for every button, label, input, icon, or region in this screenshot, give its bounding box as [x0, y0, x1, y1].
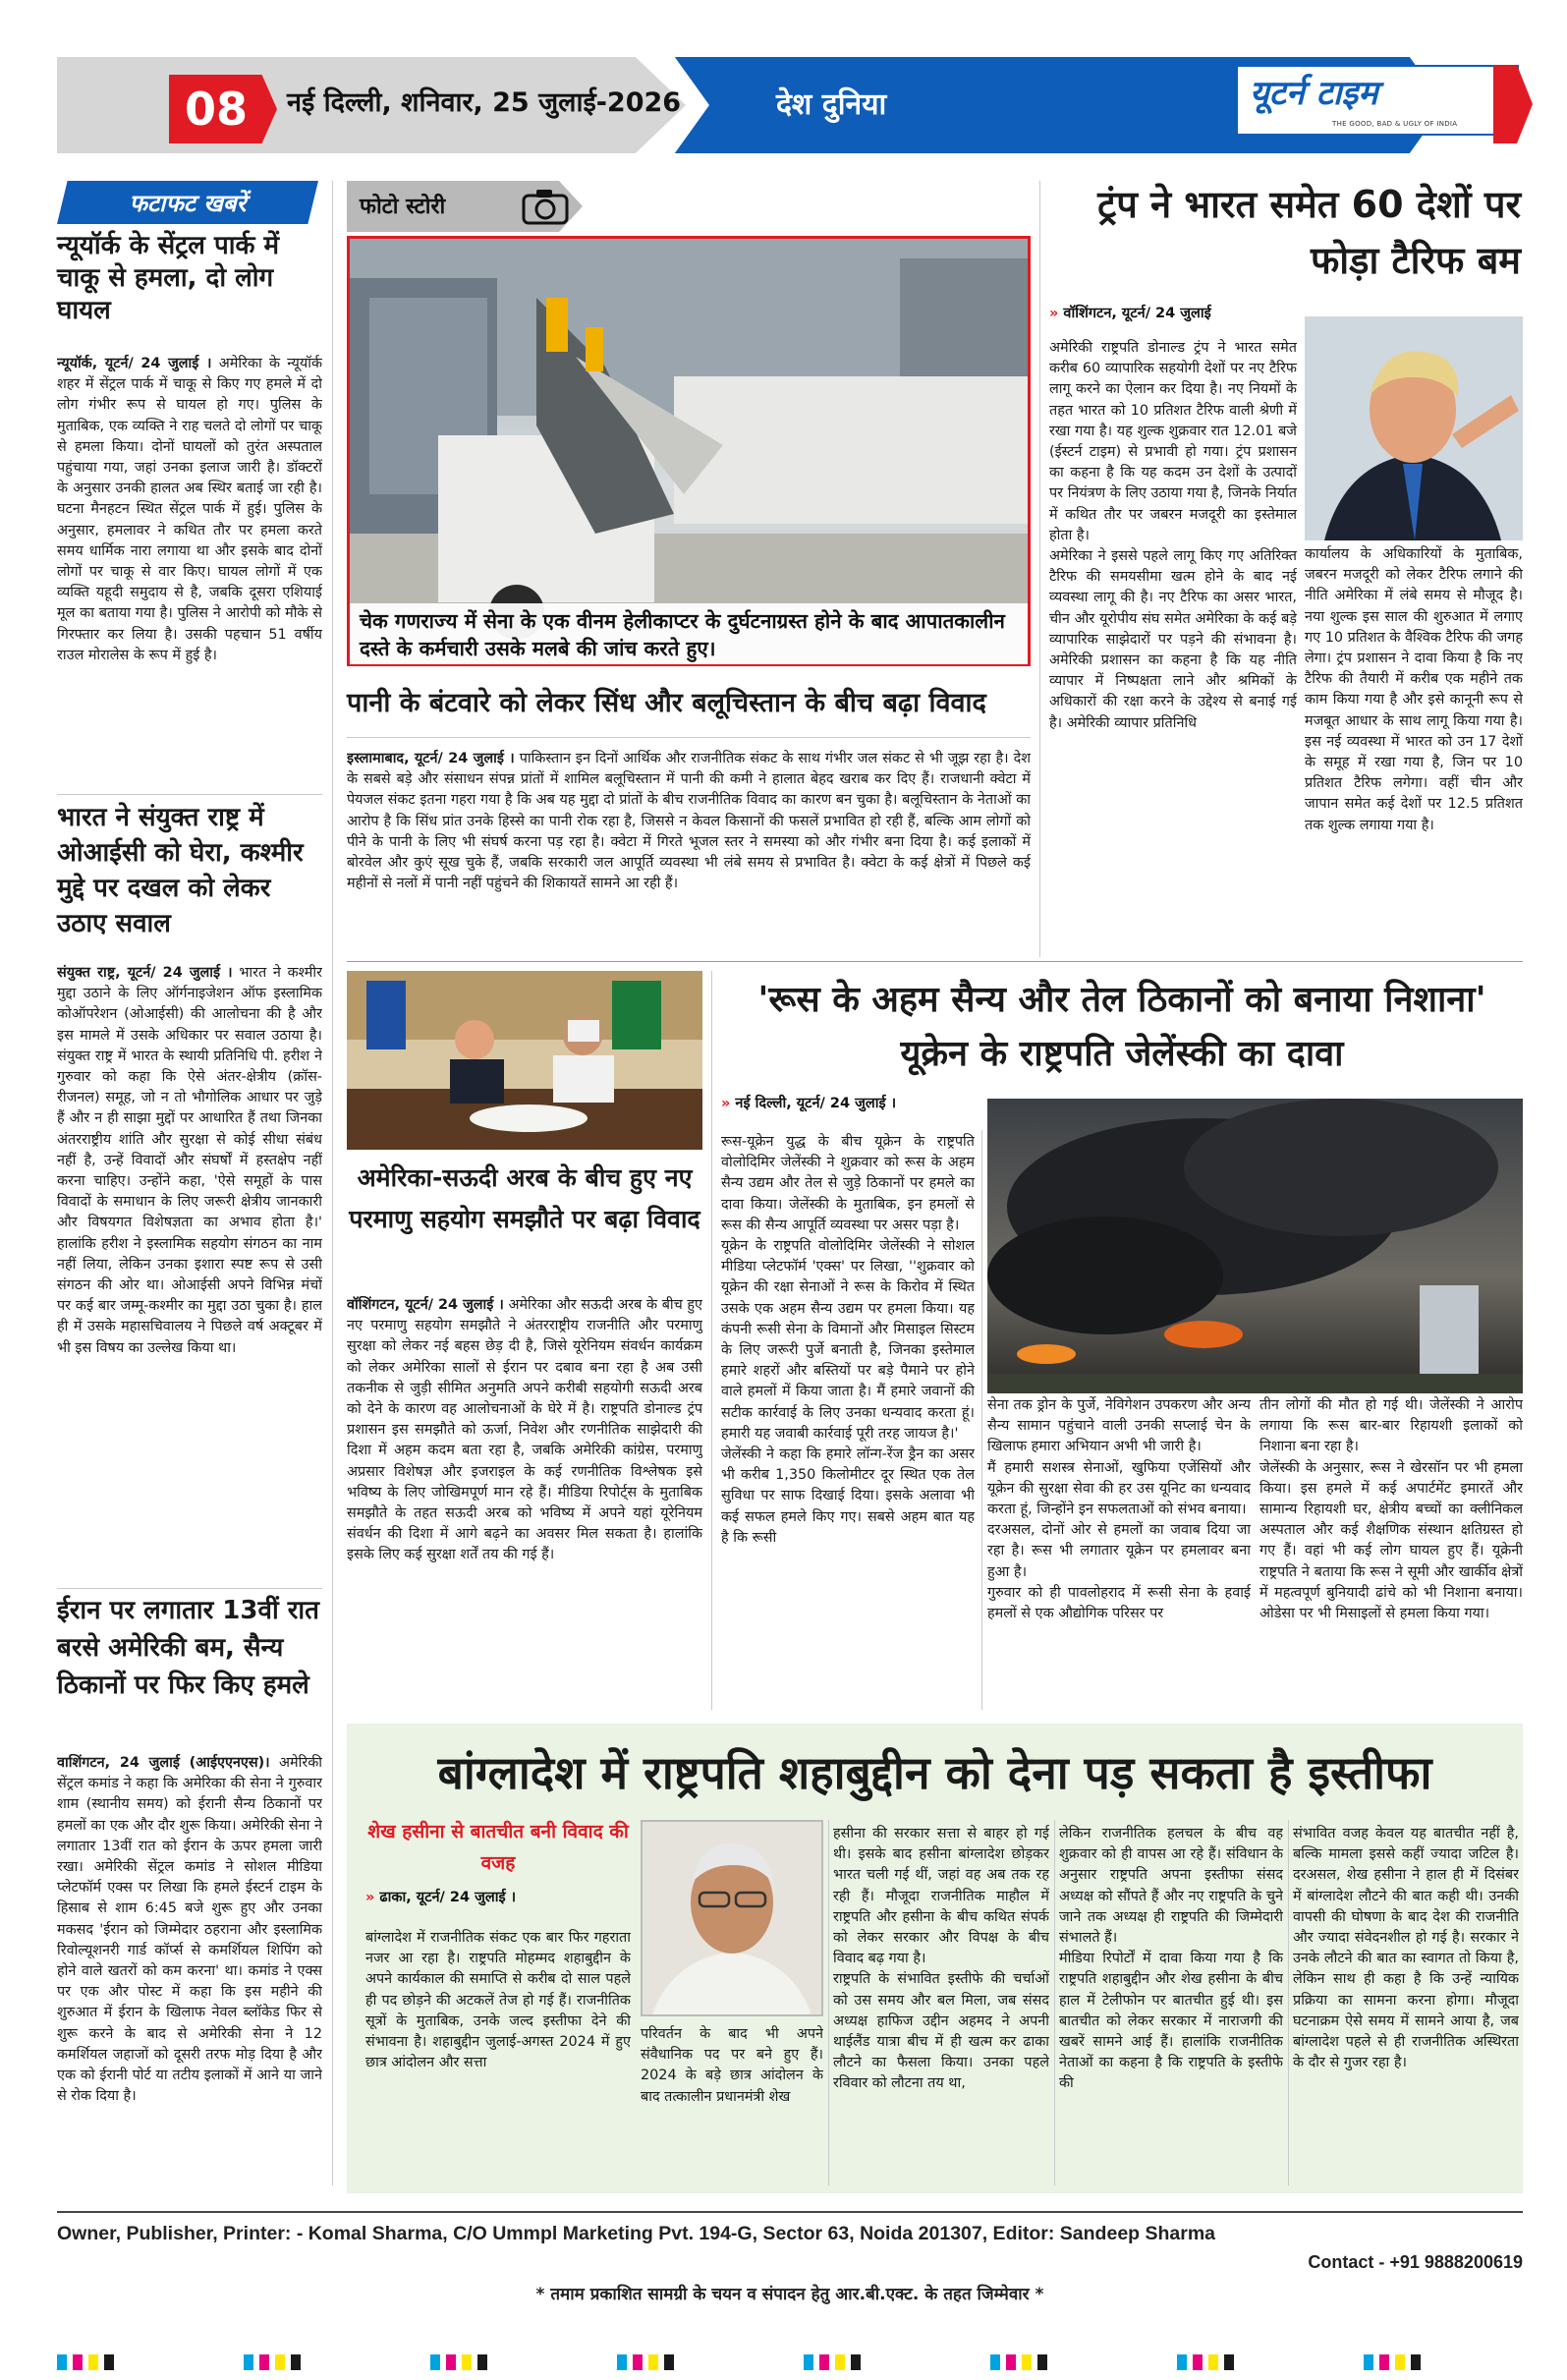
- saudi-nuclear-dateline: वॉशिंगटन, यूटर्न/ 24 जुलाई ।: [347, 1297, 504, 1313]
- sidebar-story1-dateline: न्यूयॉर्क, यूटर्न/ 24 जुलाई ।: [57, 356, 212, 371]
- sidebar-story1-body: अमेरिका के न्यूयॉर्क शहर में सेंट्रल पार्क में चाकू से किए गए हमले में दो लोग गंभीर रूप से घायल हो गए। पुलिस के मुताबिक, एक व्यक्ति ने राह चलते दो लोगों पर चाकू से हमला किया। दोनों घायलों को तुरंत अस्पताल पहुंचाया गया, जहां उनका इलाज जारी है। डॉक्टरों के अनुसार उनकी हालत अब स्थिर बताई जा रही है। घटना मैनहटन स्थित सेंट्रल पार्क में हुई। पुलिस के अनुसार, हमलावर ने कथित तौर पर हमला करते समय धार्मिक नारा लगाया था और इसके बाद दोनों लोगों पर चाकू से वार किए। घायल लोगों में एक व्यक्ति यहूदी समुदाय से है, जबकि दूसरा एशियाई मूल का बताया गया है। पुलिस ने आरोपी को मौके से गिरफ्तार कर लिया है। उसकी पहचान 51 वर्षीय राउल मोरालेस के रूप में हुई है।: [57, 356, 322, 663]
- divider: [57, 1588, 322, 1589]
- column-rule: [1288, 1820, 1289, 2185]
- divider: [347, 737, 1031, 738]
- saudi-nuclear-body: अमेरिका और सऊदी अरब के बीच हुए नए परमाणु सहयोग समझौते ने अंतरराष्ट्रीय राजनीति और परमाणु सुरक्षा को लेकर नई बहस छेड़ दी है, जिसे यूरेनियम संवर्धन कार्यक्रम को लेकर अमेरिका सालों से ईरान पर दबाव बना रहा है अब उसी तकनीक से जुड़ी सीमित अनुमति अपने करीबी सहयोगी सऊदी अरब को देने के कारण वह आलोचनाओं के घेरे में है। राष्ट्रपति डोनाल्ड ट्रंप प्रशासन इस समझौते को ऊर्जा, निवेश और रणनीतिक साझेदारी की दिशा में अहम कदम बता रहा है, जबकि अमेरिकी कांग्रेस, परमाणु अप्रसार विशेषज्ञ और इजराइल के कई रणनीतिक विश्लेषक इसे भविष्य के लिए जोखिमपूर्ण मान रहे हैं। मीडिया रिपोर्ट्स के मुताबिक समझौते के तहत सऊदी अरब को भविष्य में अपने यहां यूरेनियम संवर्धन की दिशा में आगे बढ़ने का अवसर मिल सकता है। हालांकि इसके लिए कई सुरक्षा शर्तें तय की गई हैं।: [347, 1297, 702, 1563]
- section-title: देश दुनिया: [776, 87, 887, 122]
- header-arrow: [1493, 65, 1533, 143]
- water-dispute-dateline: इस्लामाबाद, यूटर्न/ 24 जुलाई ।: [347, 751, 515, 766]
- water-dispute-headline[interactable]: पानी के बंटवारे को लेकर सिंध और बलूचिस्तान के बीच बढ़ा विवाद: [347, 688, 986, 718]
- column-rule: [828, 1820, 829, 2185]
- print-registration-marks: [57, 2354, 1523, 2370]
- saudi-signing-photo: [347, 971, 702, 1150]
- trump-tariff-body-col2: कार्यालय के अधिकारियों के मुताबिक, जबरन मजदूरी को लेकर टैरिफ लगाने की नीति अमेरिका में लंबे समय से मौजूद है। नया शुल्क इस साल की शुरुआत में लगाए गए 10 प्रतिशत के वैश्विक टैरिफ की जगह लेगा। ट्रंप प्रशासन ने दावा किया है कि नए टैरिफ की तैयारी में करीब एक महीने तक काम किया गया है और इसे कानूनी रूप से मजबूत आधार के साथ लागू किया गया है। इस नई व्यवस्था में भारत को उन 17 देशों के समूह में रखा गया है, जिन पर 10 प्रतिशत टैरिफ लगेगा। वहीं चीन और जापान समेत कई देशों पर 12.5 प्रतिशत तक शुल्क लगाया गया है।: [1305, 546, 1523, 833]
- saudi-nuclear-headline[interactable]: अमेरिका-सऊदी अरब के बीच हुए नए परमाणु सहयोग समझौते पर बढ़ा विवाद: [349, 1163, 700, 1233]
- divider: [57, 794, 322, 795]
- oil-facility-smoke-photo: [987, 1099, 1523, 1393]
- bangladesh-body-col4: लेकिन राजनीतिक हलचल के बीच वह शुक्रवार को ही वापस आ रहे हैं। संविधान के अनुसार राष्ट्रपति अपना इस्तीफा संसद अध्यक्ष को सौंपते हैं और नए राष्ट्रपति के चुने जाने तक अध्यक्ष ही राष्ट्रपति की जिम्मेदारी संभालते हैं। मीडिया रिपोर्टों में दावा किया गया है कि राष्ट्रपति शहाबुद्दीन और शेख हसीना के बीच हाल में टेलीफोन पर बातचीत हुई थी। इस बातचीत को लेकर सरकार में नाराजगी की खबरें सामने आई हैं। हालांकि राजनीतिक नेताओं का कहना है कि राष्ट्रपति के इस्तीफे की: [1059, 1826, 1283, 2092]
- bangladesh-dateline: » ढाका, यूटर्न/ 24 जुलाई ।: [365, 1890, 517, 1905]
- photo-story-label: फोटो स्टोरी: [360, 195, 446, 219]
- column-rule: [1054, 1820, 1055, 2185]
- issue-date: नई दिल्ली, शनिवार, 25 जुलाई-2026: [287, 87, 682, 118]
- ukraine-strike-body-col3: तीन लोगों की मौत हो गई थी। जेलेंस्की ने आरोप लगाया कि रूस बार-बार रिहायशी इलाकों को निशाना बना रहा है। जेलेंस्की के अनुसार, रूस ने खेरसॉन पर भी हमला किया। इस हमले में कई अपार्टमेंट इमारतें और सामान्य रिहायशी घर, क्षेत्रीय बच्चों का क्लीनिकल अस्पताल और कई शैक्षणिक संस्थान क्षतिग्रस्त हो गए हैं। वहां भी कई लोग घायल हुए हैं। यूक्रेनी राष्ट्रपति ने बताया कि रूस ने सूमी और खार्कीव क्षेत्रों में महत्वपूर्ण बुनियादी ढांचे को भी निशाना बनाया। ओडेसा पर भी मिसाइलों से हमला किया गया।: [1259, 1397, 1523, 1622]
- bangladesh-body-col3: हसीना की सरकार सत्ता से बाहर हो गई थी। इसके बाद हसीना बांग्लादेश छोड़कर भारत चली गई थीं, जहां वह अब तक रह रही हैं। मौजूदा राजनीतिक माहौल में राष्ट्रपति और हसीना के बीच कथित संपर्क को लेकर सरकार और विपक्ष के बीच विवाद बढ़ गया है। राष्ट्रपति के संभावित इस्तीफे की चर्चाओं को उस समय और बल मिला, जब संसद अध्यक्ष हाफिज उद्दीन अहमद ने अपनी थाईलैंड यात्रा बीच में ही खत्म कर ढाका लौटने का फैसला किया। उनका पहले रविवार को लौटना तय था,: [833, 1826, 1049, 2092]
- column-rule: [981, 1130, 982, 1710]
- sidebar-story2-headline[interactable]: भारत ने संयुक्त राष्ट्र में ओआईसी को घेरा, कश्मीर मुद्दे पर दखल को लेकर उठाए सवाल: [57, 803, 304, 938]
- ukraine-strike-body-col1: रूस-यूक्रेन युद्ध के बीच यूक्रेन के राष्ट्रपति वोलोदिमिर जेलेंस्की ने शुक्रवार को रूस के अहम सैन्य उद्यम और तेल से जुड़े ठिकानों पर हमले का दावा किया। जेलेंस्की के मुताबिक, इन हमलों से रूस की सैन्य आपूर्ति व्यवस्था पर असर पड़ा है। यूक्रेन के राष्ट्रपति वोलोदिमिर जेलेंस्की ने सोशल मीडिया प्लेटफॉर्म 'एक्स' पर लिखा, ''शुक्रवार को यूक्रेन की रक्षा सेनाओं ने रूस के किरोव में स्थित उसके एक अहम सैन्य उद्यम पर हमला किया। यह कंपनी रूसी सेना के विमानों और मिसाइल सिस्टम के लिए जरूरी पुर्जे बनाती है, जिनका इस्तेमाल हमारे शहरों और बस्तियों पर बड़े पैमाने पर होने वाले हमलों में किया जाता है। मैं हमारे जवानों की सटीक कार्रवाई के लिए उनका धन्यवाद करता हूं। हमारी यह जवाबी कार्रवाई पूरी तरह जायज है।' जेलेंस्की ने कहा कि हमारे लॉन्ग-रेंज ड्रैन का असर भी करीब 1,350 किलोमीटर दूर स्थित एक तेल सुविधा पर साफ दिखाई दिया। इसके अलावा भी कई सफल हमले किए गए। सबसे अहम बात यह है कि रूसी: [721, 1134, 975, 1546]
- ukraine-strike-dateline: » नई दिल्ली, यूटर्न/ 24 जुलाई ।: [721, 1096, 897, 1111]
- sidebar-story3-body: अमेरिकी सेंट्रल कमांड ने कहा कि अमेरिका की सेना ने गुरुवार शाम (स्थानीय समय) को ईरानी सैन्य ठिकानों पर हमलों का एक और दौर शुरू किया। अमेरिकी सेना ने लगातार 13वीं रात को ईरान के ऊपर हमला जारी रखा। अमेरिकी सेंट्रल कमांड ने सोशल मीडिया प्लेटफॉर्म एक्स पर लिखा कि हमले ईस्टर्न टाइम के हिसाब से शाम 6:45 बजे शुरू हुए और उनका मकसद 'ईरान को जिम्मेदार ठहराना और इस्लामिक रिवोल्यूशनरी गार्ड कॉर्प्स से कमर्शियल शिपिंग को होने वाले खतरों को कम करना' था। कमांड ने एक्स पर एक और पोस्ट में कहा कि इस महीने की शुरुआत में ईरान के खिलाफ नेवल ब्लॉकेड फिर से शुरू करने के बाद से अमेरिकी सेना ने 12 कमर्शियल जहाजों को दूसरी तरफ मोड़ दिया है और एक को ईरानी पोर्ट या तटीय इलाकों में आने या जाने से रोक दिया है।: [57, 1755, 322, 2105]
- trump-tariff-dateline: » वॉशिंगटन, यूटर्न/ 24 जुलाई: [1049, 306, 1211, 321]
- column-rule: [332, 181, 333, 2185]
- footer-imprint: Owner, Publisher, Printer: - Komal Sharma, C/O Ummpl Marketing Pvt. 194-G, Sector 63, Noida 201307, Editor: Sandeep Sharma: [57, 2223, 1216, 2244]
- page-number: 08: [184, 83, 248, 136]
- trump-photo: [1305, 316, 1523, 540]
- sidebar-story2-dateline: संयुक्त राष्ट्र, यूटर्न/ 24 जुलाई ।: [57, 965, 233, 981]
- trump-tariff-headline[interactable]: ट्रंप ने भारत समेत 60 देशों पर फोड़ा टैरिफ बम: [1097, 183, 1521, 282]
- sidebar-story1-headline[interactable]: न्यूयॉर्क के सेंट्रल पार्क में चाकू से हमला, दो लोग घायल: [57, 231, 280, 325]
- sidebar-story3-headline[interactable]: ईरान पर लगातार 13वीं रात बरसे अमेरिकी बम, सैन्य ठिकानों पर फिर किए हमले: [57, 1596, 319, 1700]
- bangladesh-body-col1: बांग्लादेश में राजनीतिक संकट एक बार फिर गहराता नजर आ रहा है। राष्ट्रपति मोहम्मद शहाबुद्दीन के अपने कार्यकाल की समाप्ति से करीब दो साल पहले ही पद छोड़ने की अटकलें तेज हो गई हैं। राजनीतिक सूत्रों के मुताबिक, उनके जल्द इस्तीफा देने की संभावना है। शहाबुद्दीन जुलाई-अगस्त 2024 में हुए छात्र आंदोलन और सत्ता: [365, 1930, 631, 2071]
- trump-tariff-body-col1: अमेरिकी राष्ट्रपति डोनाल्ड ट्रंप ने भारत समेत करीब 60 व्यापारिक सहयोगी देशों पर नए टैरिफ लागू करने का ऐलान कर दिया है। नए नियमों के तहत भारत को 10 प्रतिशत टैरिफ वाली श्रेणी में रखा गया है। यह शुल्क शुक्रवार रात 12.01 बजे (ईस्टर्न टाइम) से प्रभावी हो गया। ट्रंप प्रशासन का कहना है कि यह कदम उन देशों के उत्पादों पर नियंत्रण के लिए उठाया गया है, जिनके निर्यात में कथित तौर पर जबरन मजदूरी का इस्तेमाल होता है। अमेरिका ने इससे पहले लागू किए गए अतिरिक्त टैरिफ की समयसीमा खत्म होने के बाद नई व्यवस्था लागू की है। नए टैरिफ का असर भारत, चीन और यूरोपीय संघ समेत अमेरिका के कई बड़े व्यापारिक साझेदारों पर पड़ने की संभावना है। अमेरिकी प्रशासन का कहना है कि यह नीति व्यापार में निष्पक्षता लाने और श्रमिकों के अधिकारों की रक्षा करने के उद्देश्य से बनाई गई है। अमेरिकी व्यापार प्रतिनिधि: [1049, 340, 1297, 731]
- president-shahabuddin-photo: [641, 1820, 823, 2016]
- column-rule: [711, 971, 712, 1710]
- footer-rule: [57, 2211, 1523, 2213]
- water-dispute-body: पाकिस्तान इन दिनों आर्थिक और राजनीतिक संकट के साथ गंभीर जल संकट से भी जूझ रहा है। देश के सबसे बड़े और संसाधन संपन्न प्रांतों में शामिल बलूचिस्तान में पानी की कमी ने हालात बेहद खराब कर दिए हैं। राजधानी क्वेटा में पेयजल संकट इतना गहरा गया है कि अब यह मुद्दा दो प्रांतों के बीच राजनीतिक विवाद का कारण बन चुका है। बलूचिस्तान के नेताओं का आरोप है कि सिंध प्रांत उनके हिस्से का पानी रोक रहा है, जिससे न केवल किसानों की फसलें प्रभावित हो रही हैं, बल्कि आम लोगों को पीने के पानी के लिए भी संघर्ष करना पड़ रहा है। क्वेटा में गिरते भूजल स्तर ने समस्या को और गंभीर बना दिया है। कई इलाकों में बोरवेल और कुएं सूख चुके हैं, जबकि सरकारी जल आपूर्ति व्यवस्था भी लंबे समय से प्रभावित है। क्वेटा के कई क्षेत्रों में पिछले कई महीनों से नलों में पानी नहीं पहुंचने की शिकायतें सामने आ रही हैं।: [347, 751, 1031, 892]
- footer-disclaimer: * तमाम प्रकाशित सामग्री के चयन व संपादन हेतु आर.बी.एक्ट. के तहत जिम्मेवार *: [535, 2285, 1044, 2304]
- photo-story-caption: चेक गणराज्य में सेना के एक वीनम हेलीकाप्टर के दुर्घटनाग्रस्त होने के बाद आपातकालीन दस्ते के कर्मचारी उसके मलबे की जांच करते हुए।: [350, 603, 1028, 664]
- bangladesh-president-headline[interactable]: बांग्लादेश में राष्ट्रपति शहाबुद्दीन को देना पड़ सकता है इस्तीफा: [437, 1746, 1432, 1799]
- ukraine-strike-body-col2: सेना तक ड्रोन के पुर्जे, नेविगेशन उपकरण और अन्य सैन्य सामान पहुंचाने वाली उनकी सप्लाई चेन के खिलाफ हमारा अभियान अभी भी जारी है। मैं हमारी सशस्त्र सेनाओं, खुफिया एजेंसियों और यूक्रेन की सुरक्षा सेवा की हर उस यूनिट का धन्यवाद करता हूं, जिन्होंने इन सफलताओं को संभव बनाया। दरअसल, दोनों ओर से हमलों का जवाब दिया जा रहा है। रूस भी लगातार यूक्रेन पर हमलावर बना हुआ है। गुरुवार को ही पावलोहराद में रूसी सेना के हवाई हमलों से एक औद्योगिक परिसर पर: [987, 1397, 1251, 1622]
- footer-contact: Contact - +91 9888200619: [1308, 2252, 1523, 2272]
- logo-tagline: THE GOOD, BAD & UGLY OF INDIA: [1332, 120, 1458, 128]
- camera-icon: [521, 187, 570, 226]
- ukraine-strike-headline[interactable]: 'रूस के अहम सैन्य और तेल ठिकानों को बनाया निशाना' यूक्रेन के राष्ट्रपति जेलेंस्की का दावा: [757, 980, 1486, 1074]
- bangladesh-subhead: शेख हसीना से बातचीत बनी विवाद की वजह: [367, 1821, 629, 1874]
- sidebar-story2-body: भारत ने कश्मीर मुद्दा उठाने के लिए ऑर्गनाइजेशन ऑफ इस्लामिक कोऑपरेशन (ओआईसी) की आलोचना की है और इस मामले में उसके अधिकार पर सवाल उठाया है। संयुक्त राष्ट्र में भारत के स्थायी प्रतिनिधि पी. हरीश ने गुरुवार को कहा कि ऐसे अंतर-क्षेत्रीय (क्रॉस-रीजनल) समूह, जो न तो भौगोलिक आधार पर जुड़े हैं और न ही साझा मुद्दों पर आधारित हैं तथा जिनका अंतरराष्ट्रीय शांति और सुरक्षा से कोई सीधा संबंध नहीं है, उन्हें विवादों और संघर्षों में हस्तक्षेप नहीं करना चाहिए। उन्होंने कहा, 'ऐसे समूहों के पास विवादों के समाधान के लिए जरूरी क्षेत्रीय जानकारी और विषयगत विशेषज्ञता का अभाव होता है।' हालांकि हरीश ने इस्लामिक सहयोग संगठन का नाम नहीं लिया, लेकिन उनका इशारा स्पष्ट रूप से उसी संगठन की ओर था। ओआईसी अपने विभिन्न मंचों पर कई बार जम्मू-कश्मीर का मुद्दा उठा चुका है। हाल ही में उसके महासचिवालय ने पिछले वर्ष अक्टूबर में भी इस विषय का उल्लेख किया था।: [57, 965, 322, 1356]
- sidebar-title: फटाफट खबरें: [129, 190, 247, 217]
- column-rule: [1039, 181, 1040, 957]
- bangladesh-body-col5: संभावित वजह केवल यह बातचीत नहीं है, बल्कि मामला इससे कहीं ज्यादा जटिल है। दरअसल, शेख हसीना ने हाल ही में दिसंबर में बांग्लादेश लौटने की बात कही थी। उनकी वापसी की घोषणा के बाद देश की राजनीति और ज्यादा संवेदनशील हो गई है। सरकार ने उनके लौटने की बात का स्वागत तो किया है, लेकिन साथ ही कहा है कि उन्हें न्यायिक प्रक्रिया का सामना करना होगा। मौजूदा घटनाक्रम ऐसे समय में सामने आया है, जब बांग्लादेश पहले से ही राजनीतिक अस्थिरता के दौर से गुजर रहा है।: [1293, 1826, 1519, 2071]
- bangladesh-body-col2: परिवर्तन के बाद भी अपने संवैधानिक पद पर बने हुए हैं। 2024 के बड़े छात्र आंदोलन के बाद तत्कालीन प्रधानमंत्री शेख: [641, 2026, 823, 2105]
- helicopter-crash-photo: [347, 236, 1031, 666]
- logo-text: यूटर्न टाइम: [1250, 74, 1378, 113]
- divider: [347, 961, 1523, 962]
- sidebar-story3-dateline: वाशिंगटन, 24 जुलाई (आईएएनएस)।: [57, 1755, 270, 1771]
